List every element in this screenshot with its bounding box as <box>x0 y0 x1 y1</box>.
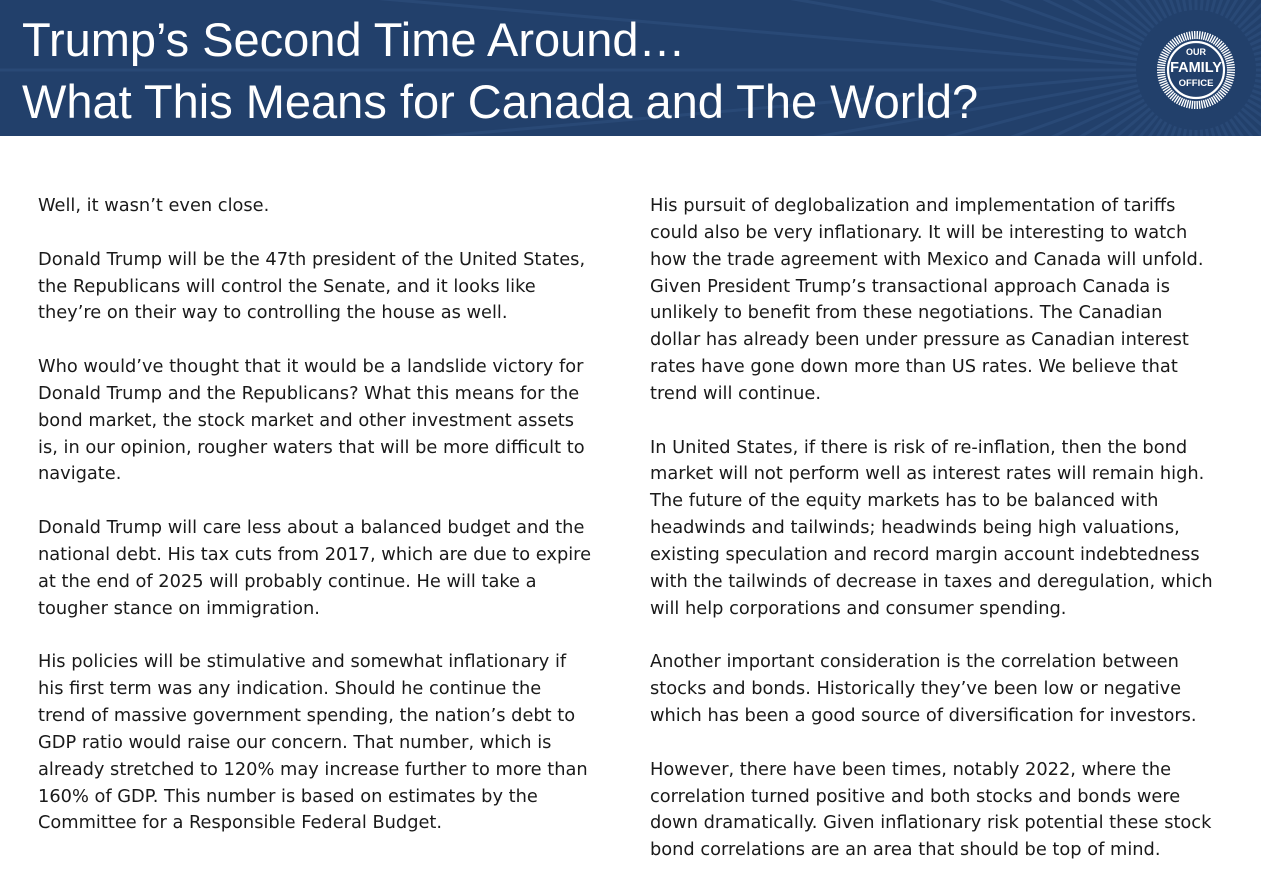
article-right-column <box>650 193 1245 891</box>
article-left-column <box>38 193 616 864</box>
logo-text-our: OUR <box>1186 47 1206 57</box>
our-family-office-logo <box>1153 27 1239 113</box>
logo-text-office: OFFICE <box>1178 78 1214 89</box>
paragraph: However, there have been times, notably 2022, where the correlation turned positive and both stocks and bonds were down dramatically. Given inflationary risk potential these stock bond correlations are an area that should be top of mind. <box>650 758 1212 861</box>
logo-text-family: FAMILY <box>1170 60 1222 76</box>
paragraph: His pursuit of deglobalization and implementation of tariffs could also be very inflationary. It will be interesting to watch how the trade agreement with Mexico and Canada will unfold. Given President Trump’s transactional approach Canada is unlikely to benefit from these negotiations. The Canadian dollar has already been under pressure as Canadian interest rates have gone down more than US rates. We believe that trend will continue. <box>650 195 1204 404</box>
paragraph: Donald Trump will be the 47th president of the United States, the Republicans will control the Senate, and it looks like they’re on their way to controlling the house as well. <box>38 248 586 324</box>
paragraph: In United States, if there is risk of re-inflation, then the bond market will not perform well as interest rates will remain high. The future of the equity markets has to be balanced with headwinds and tailwinds; headwinds being high valuations, existing speculation and record margin account indebtedness with the tailwinds of decrease in taxes and deregulation, which will help corporations and consumer spending. <box>650 436 1213 619</box>
paragraph: Donald Trump will care less about a balanced budget and the national debt. His tax cuts from 2017, which are due to expire at the end of 2025 will probably continue. He will take a tougher stance on immigration. <box>38 517 592 619</box>
header-banner <box>0 0 1261 136</box>
page-title-line-1: Trump’s Second Time Around… <box>22 13 686 66</box>
paragraph: Well, it wasn’t even close. <box>38 195 270 216</box>
paragraph: Who would’ve thought that it would be a landslide victory for Donald Trump and the Republicans? What this means for the bond market, the stock market and other investment assets is, in our opinion, rougher waters that will be more difficult to navigate. <box>38 356 585 485</box>
paragraph: His policies will be stimulative and somewhat inflationary if his first term was any indication. Should he continue the trend of massive government spending, the nation’s debt to GDP ratio would raise our concern. That number, which is already stretched to 120% may increase further to more than 160% of GDP. This number is based on estimates by the Committee for a Responsible Federal Budget. <box>38 651 588 834</box>
page-title-line-2: What This Means for Canada and The World? <box>22 75 979 128</box>
paragraph: Another important consideration is the correlation between stocks and bonds. Historically they’ve been low or negative which has been a good source of diversification for investors. <box>650 651 1197 727</box>
